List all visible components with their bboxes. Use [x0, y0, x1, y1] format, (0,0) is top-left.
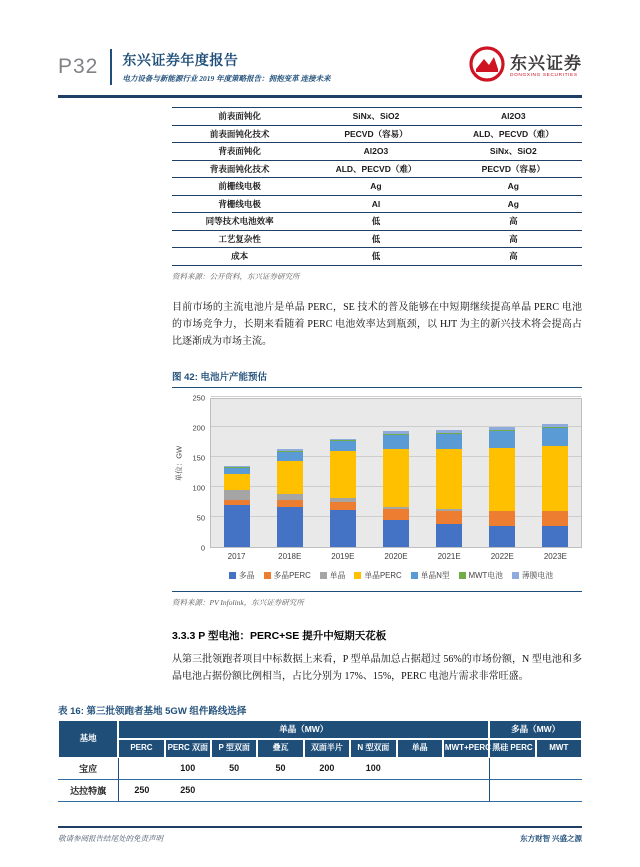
- route-row-value: [443, 758, 489, 780]
- route-column-header: 单晶: [397, 739, 443, 757]
- chart-yticks: [186, 393, 210, 552]
- chart-legend: [200, 570, 582, 581]
- tech-row-label: 工艺复杂性: [172, 230, 307, 248]
- legend-label: 单晶: [329, 570, 346, 580]
- tech-row-value: Al2O3: [307, 143, 444, 161]
- legend-label: 薄膜电池: [521, 570, 554, 580]
- chart-xtick-label: 2018E: [278, 551, 302, 561]
- chart-plot-col: [186, 393, 582, 581]
- legend-label: 单晶PERC: [364, 570, 402, 580]
- tech-row-label: 同等技术电池效率: [172, 213, 307, 231]
- stacked-bar-2019E: [330, 439, 356, 547]
- tech-table-row: [172, 143, 582, 161]
- header-titles: [122, 50, 469, 84]
- route-table-body: [58, 758, 582, 802]
- tech-table-body: [172, 108, 582, 266]
- logo-en-text: DONGXING SECURITIES: [510, 72, 578, 78]
- tech-row-value: SiNx、SiO2: [307, 108, 444, 126]
- tech-row-value: ALD、PECVD（难）: [445, 125, 582, 143]
- bar-segment-多晶: [224, 505, 250, 547]
- route-table-columns-row: [58, 739, 582, 757]
- stacked-bar-2017: [224, 466, 250, 546]
- legend-label: 多晶: [238, 570, 255, 580]
- route-table-head: [58, 720, 582, 757]
- route-column-header: MWT+PERC: [443, 739, 489, 757]
- body-paragraph-1: 目前市场的主流电池片是单晶 PERC，SE 技术的普及能够在中短期继续提高单晶 PERC 电池的市场竞争力，长期来看随着 PERC 电池效率达到瓶颈，以 HJT 为主的新兴技术将会提高占比逐渐成为市场主流。: [172, 301, 582, 347]
- chart-bar-group: [475, 399, 528, 547]
- bar-segment-多晶: [436, 524, 462, 547]
- bar-segment-单晶N型: [383, 435, 409, 449]
- legend-item: [264, 570, 311, 581]
- tech-table-row: [172, 178, 582, 196]
- bar-segment-多晶PERC: [277, 500, 303, 507]
- route-row-value: [397, 758, 443, 780]
- tech-row-value: PECVD（容易）: [445, 160, 582, 178]
- route-table-base-header: 基地: [58, 720, 118, 757]
- figure-caption: 图 42: 电池片产能预估: [172, 369, 582, 388]
- footer-disclaimer: 敬请参阅报告结尾处的免责声明: [58, 833, 163, 843]
- route-row-value: [489, 758, 535, 780]
- bar-segment-单晶PERC: [224, 474, 250, 490]
- route-row-value: [443, 780, 489, 802]
- bar-segment-单晶N型: [277, 452, 303, 462]
- tech-row-value: 低: [307, 213, 444, 231]
- tech-row-value: Ag: [445, 195, 582, 213]
- report-subtitle: 电力设备与新能源行业 2019 年度策略报告：拥抱变革 连接未来: [122, 73, 331, 83]
- chart-ytick-label: 150: [192, 453, 205, 462]
- bar-segment-多晶: [383, 520, 409, 547]
- legend-swatch: [320, 572, 327, 579]
- bar-segment-多晶PERC: [436, 511, 462, 524]
- chart-xlabels: [210, 552, 582, 561]
- tech-row-label: 成本: [172, 248, 307, 266]
- tech-row-value: PECVD（容易）: [307, 125, 444, 143]
- tech-table-row: [172, 248, 582, 266]
- route-row-base: 达拉特旗: [58, 780, 118, 802]
- legend-item: [459, 570, 503, 581]
- figure-source: 资料来源：PV Infolink，东兴证券研究所: [172, 598, 304, 608]
- tech-row-value: ALD、PECVD（难）: [307, 160, 444, 178]
- legend-item: [229, 570, 255, 581]
- tech-row-value: 高: [445, 213, 582, 231]
- header-rule: [58, 95, 582, 98]
- legend-item: [354, 570, 401, 581]
- bar-segment-单晶PERC: [436, 449, 462, 510]
- chart-bar-group: [370, 399, 423, 547]
- logo-text: [510, 55, 582, 79]
- tech-table-row: [172, 108, 582, 126]
- dongxing-logo: [469, 46, 582, 87]
- chart-xtick-label: 2019E: [331, 551, 355, 561]
- chart-gridline: [211, 396, 581, 397]
- page-footer: [58, 826, 582, 844]
- tech-row-value: Ag: [445, 178, 582, 196]
- route-row-value: [118, 758, 164, 780]
- legend-swatch: [459, 572, 466, 579]
- route-table-caption: 表 16: 第三批领跑者基地 5GW 组件路线选择: [58, 706, 247, 718]
- legend-label: 单晶N型: [420, 570, 450, 580]
- chart-bars: [211, 399, 581, 547]
- bar-segment-多晶: [277, 507, 303, 547]
- stacked-bar-2022E: [489, 427, 515, 546]
- logo-cn-text: 东兴证券: [510, 53, 582, 73]
- legend-item: [320, 570, 346, 581]
- route-row-value: [257, 780, 303, 802]
- stacked-bar-2018E: [277, 449, 303, 546]
- route-row-value: 250: [165, 780, 211, 802]
- stacked-bar-2021E: [436, 430, 462, 546]
- legend-label: MWT电池: [468, 570, 503, 580]
- bar-segment-多晶PERC: [542, 511, 568, 525]
- chart-xtick-label: 2021E: [437, 551, 461, 561]
- tech-table-row: [172, 213, 582, 231]
- chart-ytick-label: 100: [192, 483, 205, 492]
- route-column-header: 黑硅 PERC: [489, 739, 535, 757]
- bar-segment-多晶: [330, 510, 356, 547]
- tech-row-label: 背表面钝化技术: [172, 160, 307, 178]
- stacked-bar-2023E: [542, 424, 568, 546]
- section-heading: 3.3.3 P 型电池：PERC+SE 提升中短期天花板: [172, 630, 387, 643]
- route-table-row: [58, 780, 582, 802]
- route-row-value: [536, 758, 582, 780]
- capacity-chart: [172, 393, 582, 581]
- route-column-header: N 型双面: [350, 739, 396, 757]
- footer-slogan: 东方财智 兴盛之源: [520, 833, 582, 843]
- legend-item: [411, 570, 450, 581]
- tech-table-row: [172, 230, 582, 248]
- route-column-header: PERC 双面: [165, 739, 211, 757]
- legend-swatch: [512, 572, 519, 579]
- legend-item: [512, 570, 553, 581]
- bar-segment-多晶PERC: [330, 502, 356, 510]
- chart-plot-area: [210, 398, 582, 548]
- chart-xtick-label: 2023E: [543, 551, 567, 561]
- chart-ytick-label: 50: [196, 513, 205, 522]
- tech-table-source: 资料来源：公开资料，东兴证券研究所: [172, 271, 300, 281]
- route-column-header: MWT: [536, 739, 582, 757]
- route-table-group-row: [58, 720, 582, 739]
- tech-row-label: 背栅线电极: [172, 195, 307, 213]
- legend-swatch: [264, 572, 271, 579]
- section-paragraph: 从第三批领跑者项目中标数据上来看，P 型单晶加总占据超过 56%的市场份额，N 型电池和多晶电池占据份额比例相当，占比分别为 17%、15%，PERC 电池片需求非常旺盛。: [172, 654, 582, 683]
- tech-row-value: Al2O3: [445, 108, 582, 126]
- tech-table-row: [172, 195, 582, 213]
- tech-table-row: [172, 160, 582, 178]
- route-row-base: 宝应: [58, 758, 118, 780]
- tech-row-value: Ag: [307, 178, 444, 196]
- chart-plot-frame: [186, 393, 582, 552]
- route-column-header: PERC: [118, 739, 164, 757]
- route-table: [58, 720, 582, 801]
- chart-bar-group: [528, 399, 581, 547]
- chart-bar-group: [422, 399, 475, 547]
- tech-row-label: 前栅线电极: [172, 178, 307, 196]
- tech-row-label: 背表面钝化: [172, 143, 307, 161]
- route-row-value: [350, 780, 396, 802]
- route-row-value: 100: [165, 758, 211, 780]
- bar-segment-多晶: [489, 526, 515, 547]
- tech-row-label: 前表面钝化技术: [172, 125, 307, 143]
- page-number: P32: [58, 54, 99, 78]
- chart-xtick-label: 2020E: [384, 551, 408, 561]
- tech-row-label: 前表面钝化: [172, 108, 307, 126]
- legend-label: 多晶PERC: [273, 570, 311, 580]
- route-row-value: [536, 780, 582, 802]
- route-row-value: [304, 780, 350, 802]
- legend-swatch: [354, 572, 361, 579]
- route-row-value: 100: [350, 758, 396, 780]
- route-table-group-mono: 单晶（MW）: [118, 720, 489, 739]
- route-table-group-multi: 多晶（MW）: [489, 720, 582, 739]
- chart-ylabel-col: [172, 398, 186, 581]
- page-header: [58, 46, 582, 87]
- chart-ytick-label: 250: [192, 393, 205, 402]
- bar-segment-单晶PERC: [330, 451, 356, 498]
- chart-bar-group: [211, 399, 264, 547]
- legend-swatch: [411, 572, 418, 579]
- bar-segment-单晶PERC: [542, 446, 568, 510]
- route-column-header: 叠瓦: [257, 739, 303, 757]
- bar-segment-单晶PERC: [383, 449, 409, 507]
- chart-ylabel: 单位：GW: [174, 445, 184, 481]
- route-column-header: P 型双面: [211, 739, 257, 757]
- tech-row-value: Al: [307, 195, 444, 213]
- bar-segment-多晶PERC: [383, 509, 409, 520]
- chart-bar-group: [264, 399, 317, 547]
- footer-rule: [58, 826, 582, 828]
- legend-swatch: [229, 572, 236, 579]
- chart-xtick-label: 2022E: [490, 551, 514, 561]
- tech-row-value: 低: [307, 230, 444, 248]
- tech-table-row: [172, 125, 582, 143]
- chart-ytick-label: 0: [200, 543, 205, 552]
- route-table-row: [58, 758, 582, 780]
- chart-ytick-label: 200: [192, 423, 205, 432]
- chart-xtick-label: 2017: [227, 551, 246, 561]
- route-row-value: [211, 780, 257, 802]
- tech-comparison-table: [172, 107, 582, 266]
- bar-segment-多晶: [542, 526, 568, 547]
- bar-segment-单晶N型: [330, 441, 356, 451]
- dongxing-logo-icon: [469, 46, 505, 87]
- header-divider: [110, 49, 112, 85]
- route-row-value: 200: [304, 758, 350, 780]
- stacked-bar-2020E: [383, 431, 409, 547]
- route-row-value: [489, 780, 535, 802]
- route-row-value: 250: [118, 780, 164, 802]
- bar-segment-单晶N型: [436, 434, 462, 449]
- route-column-header: 双面半片: [304, 739, 350, 757]
- bar-segment-单晶PERC: [489, 448, 515, 510]
- report-title: 东兴证券年度报告: [122, 51, 239, 68]
- figure-bottom-rule: [172, 591, 582, 593]
- bar-segment-多晶PERC: [489, 511, 515, 525]
- route-row-value: 50: [257, 758, 303, 780]
- route-row-value: 50: [211, 758, 257, 780]
- bar-segment-单晶PERC: [277, 461, 303, 494]
- tech-row-value: SiNx、SiO2: [445, 143, 582, 161]
- bar-segment-单晶N型: [489, 431, 515, 448]
- bar-segment-单晶N型: [542, 428, 568, 446]
- tech-row-value: 高: [445, 248, 582, 266]
- bar-segment-单晶: [224, 490, 250, 501]
- tech-row-value: 高: [445, 230, 582, 248]
- route-row-value: [397, 780, 443, 802]
- chart-bar-group: [317, 399, 370, 547]
- tech-row-value: 低: [307, 248, 444, 266]
